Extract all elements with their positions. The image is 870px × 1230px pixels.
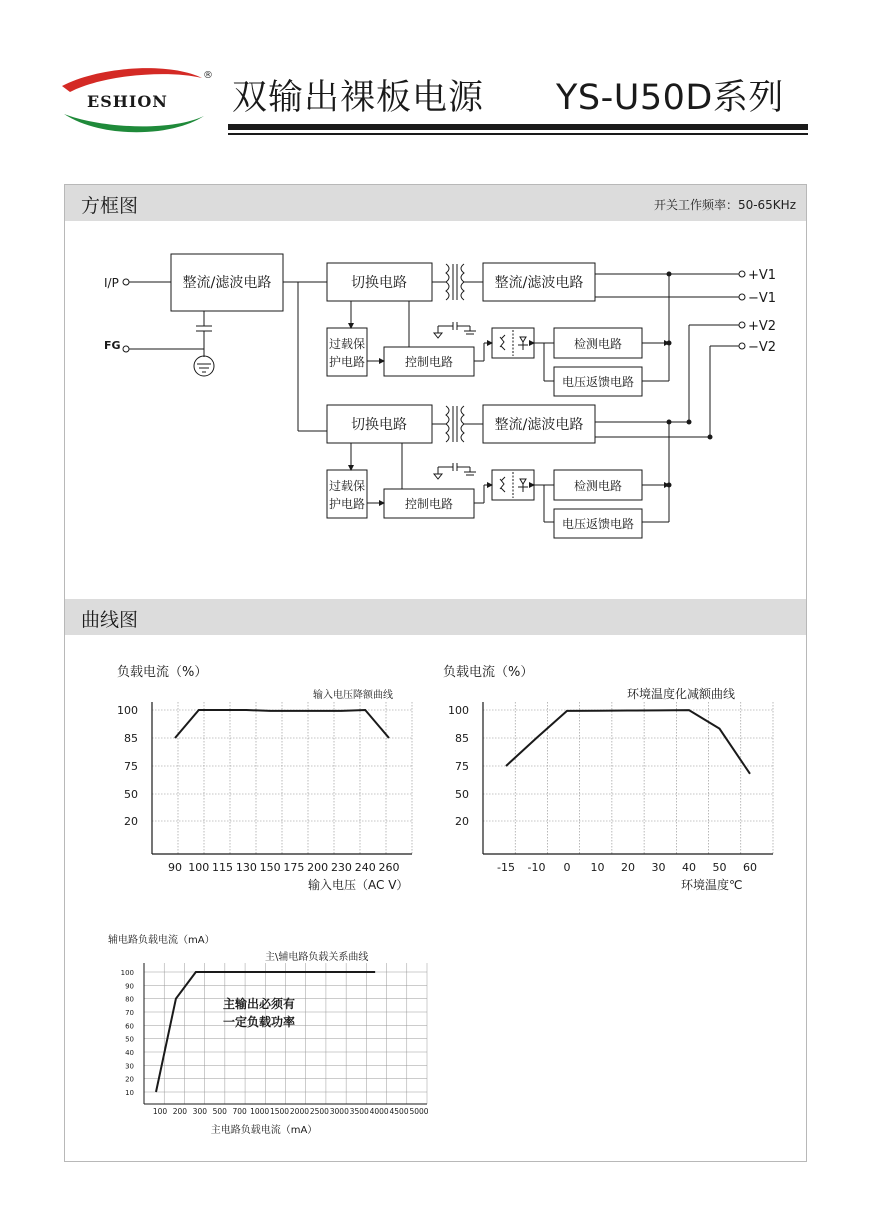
y-tick-label: 50 (124, 788, 138, 801)
detect-label-2: 检测电路 (573, 479, 623, 493)
x-tick-label: -10 (527, 861, 546, 874)
x-tick-label: 500 (212, 1107, 227, 1116)
overload-label-1b: 护电路 (329, 355, 366, 369)
y-axis-label: 负载电流（%） (117, 665, 208, 680)
x-tick-label: 240 (354, 861, 376, 874)
x-tick-label: 20 (621, 861, 635, 874)
y-tick-label: 70 (125, 1009, 134, 1017)
chart-title: 输入电压降额曲线 (313, 690, 393, 701)
output-rectifier-label-2: 整流/滤波电路 (494, 417, 584, 433)
x-tick-label: 300 (192, 1107, 208, 1116)
x-axis-label: 输入电压（AC V） (308, 878, 409, 892)
x-tick-label: 3000 (329, 1107, 349, 1116)
x-tick-label: 130 (235, 861, 257, 874)
y-tick-label: 60 (125, 1022, 134, 1031)
overload-label-2b: 护电路 (329, 497, 366, 511)
x-tick-label: 100 (152, 1107, 168, 1116)
x-tick-label: 0 (563, 861, 571, 874)
v1-plus-label: +V1 (748, 268, 777, 283)
chart-title: 环境温度化减额曲线 (627, 687, 736, 701)
x-tick-label: 50 (712, 861, 727, 874)
x-tick-label: 175 (283, 861, 305, 874)
x-tick-label: 200 (307, 861, 329, 874)
x-tick-label: 4000 (369, 1107, 389, 1116)
section-title-block: 方框图 (81, 195, 139, 217)
switch-label-1: 切换电路 (351, 275, 407, 291)
x-tick-label: 2500 (309, 1107, 329, 1116)
feedback-label-1: 电压返馈电路 (561, 375, 635, 389)
y-tick-label: 20 (124, 815, 138, 828)
y-axis-label: 辅电路负载电流（mA） (108, 935, 215, 946)
x-tick-label: 260 (378, 861, 400, 874)
y-tick-label: 75 (455, 760, 469, 773)
x-tick-label: 2000 (289, 1107, 310, 1116)
annotation-line-1: 主输出必须有 (223, 997, 296, 1011)
switching-frequency-note: 开关工作频率：50-65KHz (653, 198, 796, 212)
temperature-derating-chart (435, 655, 790, 900)
x-tick-label: 4500 (389, 1107, 409, 1116)
y-tick-label: 20 (125, 1075, 134, 1084)
x-tick-label: 10 (590, 861, 605, 874)
y-tick-label: 30 (125, 1062, 134, 1071)
detect-label-1: 检测电路 (573, 337, 623, 351)
x-tick-label: 230 (330, 861, 352, 874)
x-tick-label: -15 (497, 861, 515, 874)
product-title: 双输出裸板电源 (232, 78, 485, 118)
switch-label-2: 切换电路 (351, 417, 407, 433)
x-axis-label: 主电路负载电流（mA） (210, 1125, 318, 1136)
x-tick-label: 40 (682, 861, 696, 874)
registered-mark: ® (203, 70, 213, 81)
v1-minus-label: −V1 (748, 291, 777, 306)
y-tick-label: 50 (125, 1035, 134, 1044)
x-tick-label: 1000 (250, 1107, 270, 1116)
block-diagram (0, 0, 870, 600)
overload-label-1a: 过载保 (329, 337, 366, 351)
section-title-curve: 曲线图 (81, 609, 139, 631)
overload-label-2a: 过载保 (329, 479, 366, 493)
y-tick-label: 100 (448, 704, 469, 717)
product-model: YS-U50D系列 (556, 78, 784, 118)
x-tick-label: 115 (212, 861, 234, 874)
x-tick-label: 60 (743, 861, 757, 874)
v2-plus-label: +V2 (748, 319, 777, 334)
y-tick-label: 50 (455, 788, 469, 801)
chart-title: 主\辅电路负载关系曲线 (265, 952, 369, 963)
x-tick-label: 5000 (409, 1107, 429, 1116)
y-tick-label: 100 (117, 704, 138, 717)
curve-section-bar (65, 599, 806, 635)
derating-curve (506, 710, 750, 774)
v2-minus-label: −V2 (748, 340, 777, 355)
y-tick-label: 90 (125, 982, 134, 991)
ip-label: I/P (104, 276, 119, 290)
main-aux-load-chart (100, 925, 460, 1140)
aux-load-curve (156, 972, 375, 1092)
y-tick-label: 100 (120, 969, 134, 977)
x-tick-label: 150 (259, 861, 281, 874)
y-axis-label: 负载电流（%） (443, 665, 534, 680)
x-tick-label: 3500 (349, 1107, 369, 1116)
x-tick-label: 90 (168, 861, 182, 874)
control-label-1: 控制电路 (404, 355, 454, 369)
x-tick-label: 200 (172, 1107, 188, 1116)
input-voltage-derating-chart (100, 655, 420, 900)
x-axis-label: 环境温度℃ (681, 878, 743, 892)
logo-text: ESHION (87, 92, 168, 111)
y-tick-label: 75 (124, 760, 138, 773)
x-tick-label: 30 (651, 861, 666, 874)
x-tick-label: 1500 (269, 1107, 290, 1116)
control-label-2: 控制电路 (404, 497, 454, 511)
y-tick-label: 85 (455, 732, 469, 745)
input-rectifier-label: 整流/滤波电路 (182, 275, 272, 291)
feedback-label-2: 电压返馈电路 (561, 517, 635, 531)
x-tick-label: 100 (188, 861, 210, 874)
annotation-line-2: 一定负载功率 (223, 1015, 296, 1029)
output-rectifier-label-1: 整流/滤波电路 (494, 275, 584, 291)
y-tick-label: 85 (124, 732, 138, 745)
y-tick-label: 40 (125, 1049, 134, 1057)
y-tick-label: 80 (125, 995, 134, 1004)
y-tick-label: 10 (125, 1089, 134, 1097)
fg-label: FG (104, 339, 121, 352)
x-tick-label: 700 (232, 1107, 247, 1116)
y-tick-label: 20 (455, 815, 469, 828)
